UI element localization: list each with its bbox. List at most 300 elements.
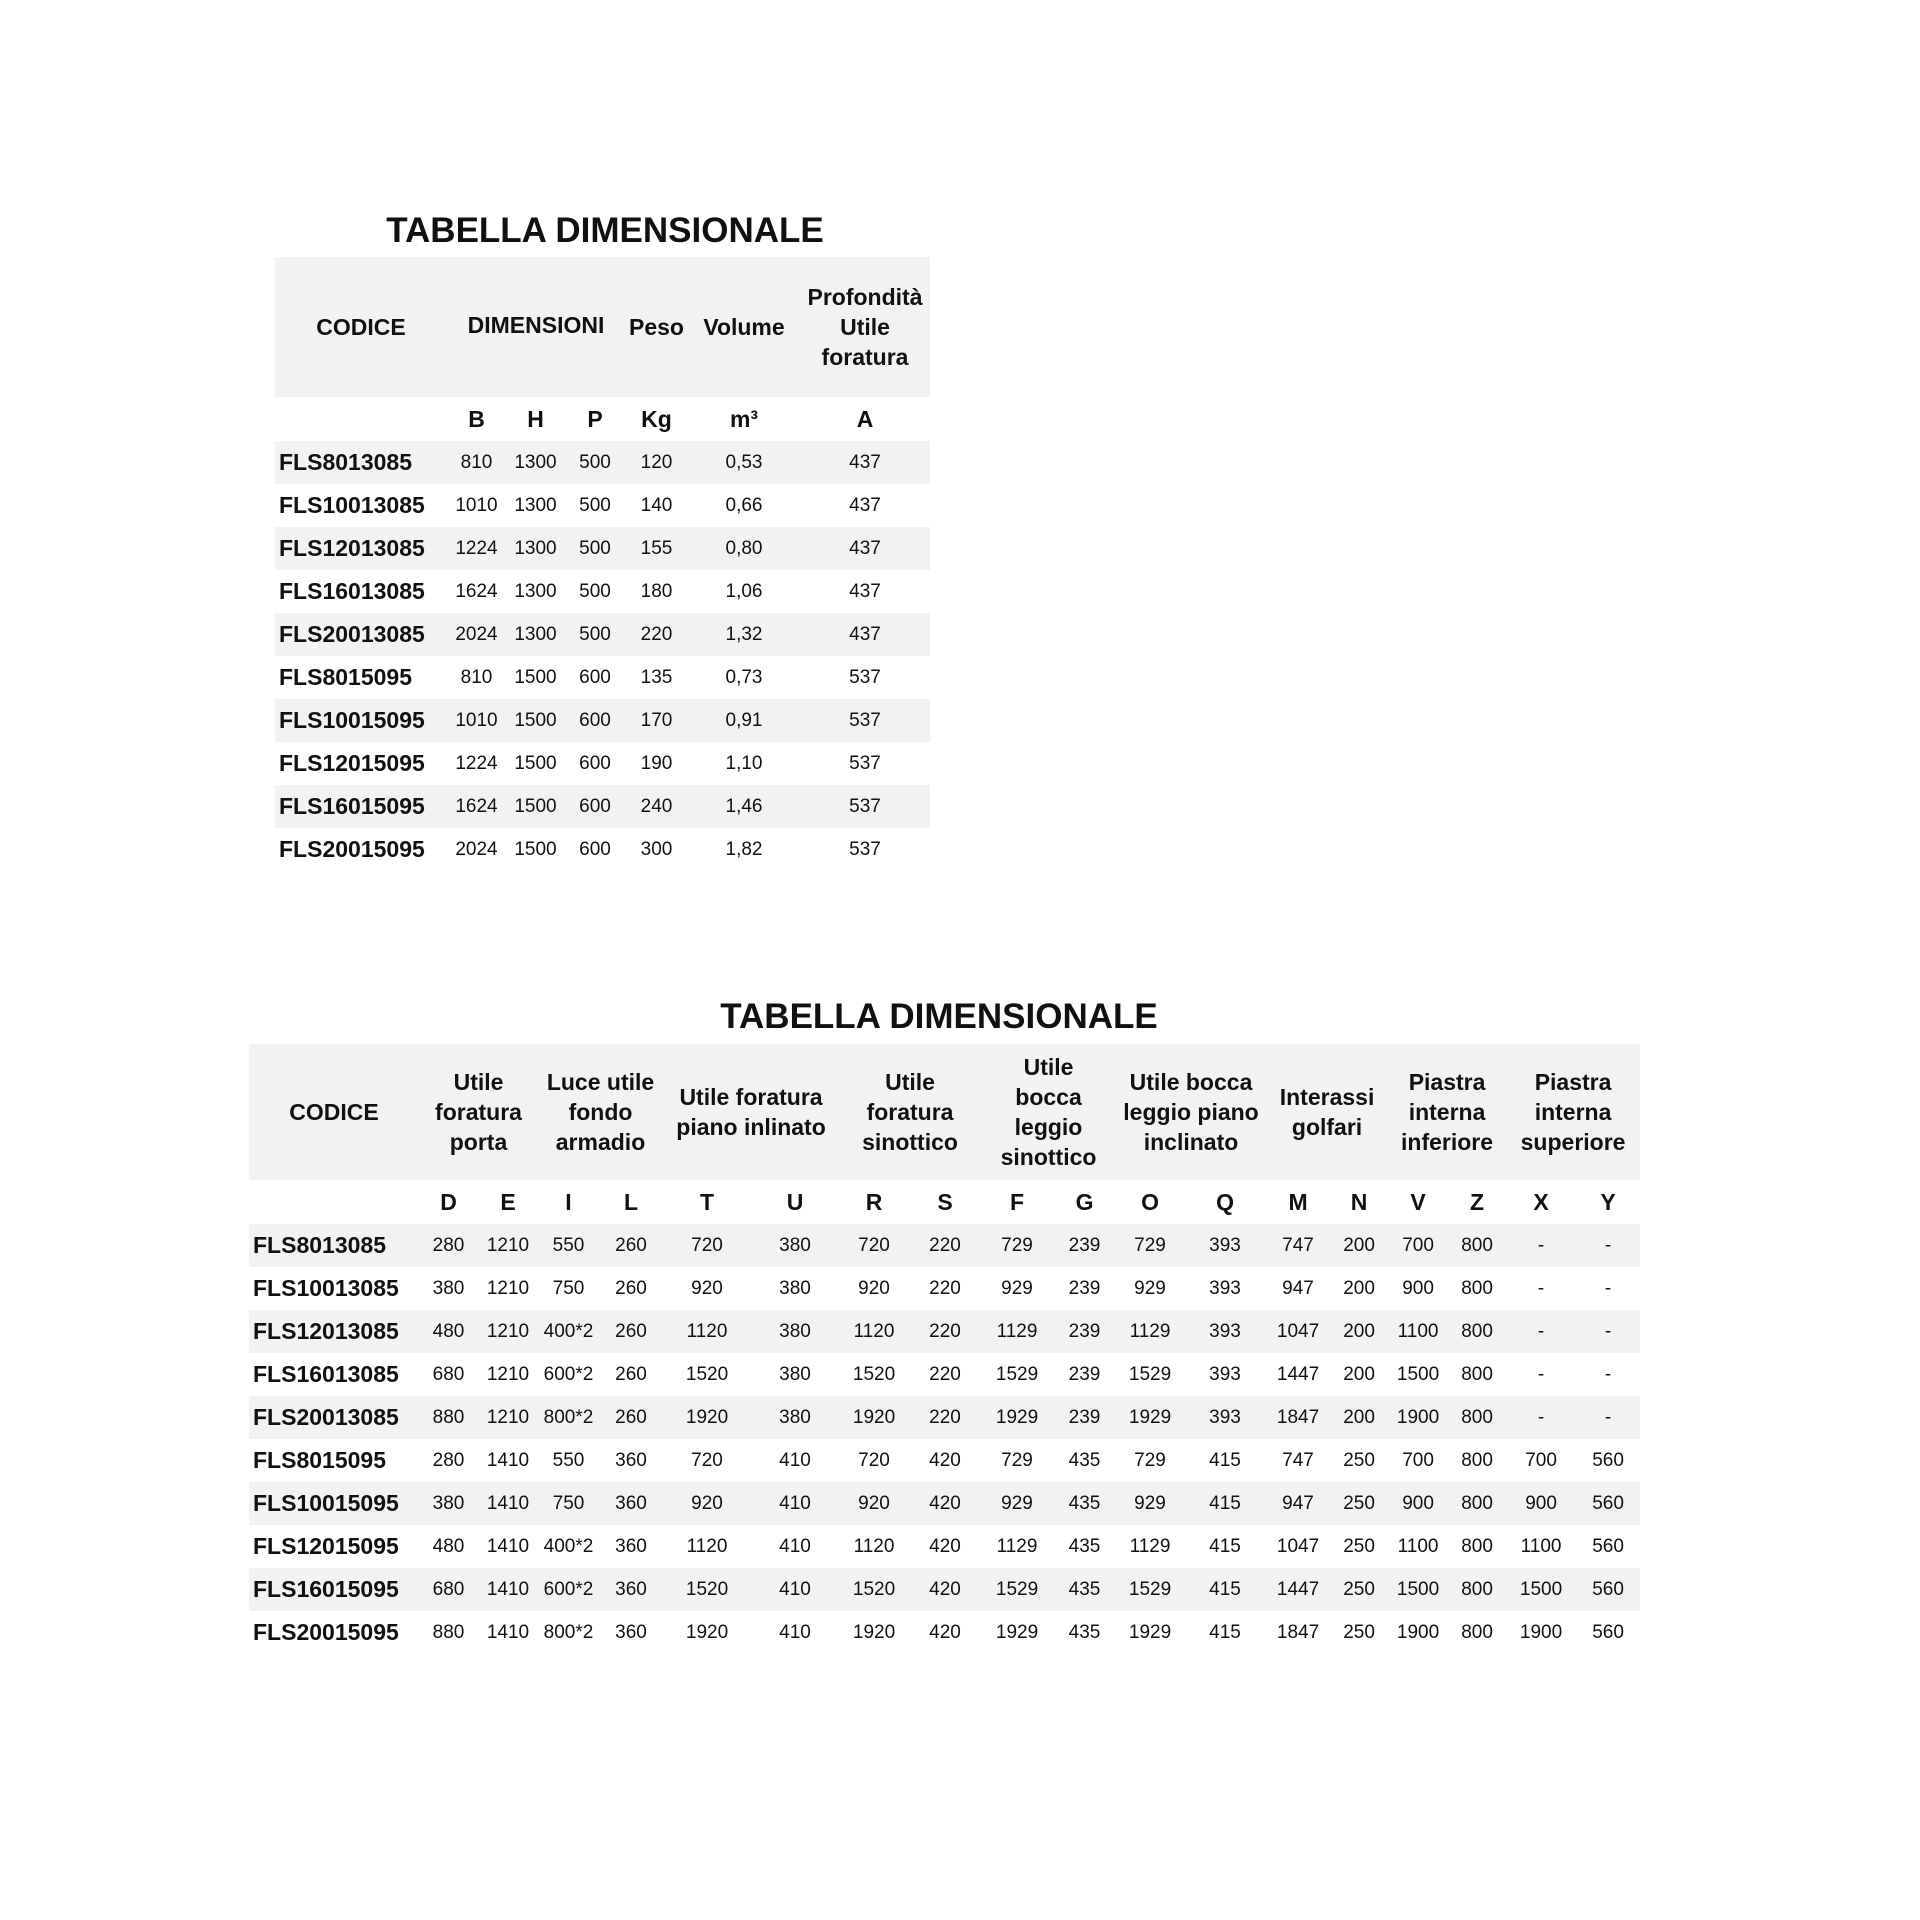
value-cell: 239 — [1053, 1224, 1116, 1267]
value-cell: 880 — [419, 1396, 478, 1439]
product-code: FLS8015095 — [249, 1439, 419, 1482]
value-cell: 929 — [981, 1482, 1053, 1525]
table-row — [249, 1310, 1640, 1353]
value-cell: 239 — [1053, 1396, 1116, 1439]
value-cell: 1520 — [663, 1568, 751, 1611]
value-cell: 1410 — [478, 1525, 538, 1568]
table-row — [249, 1224, 1640, 1267]
table-row — [249, 1396, 1640, 1439]
value-cell: - — [1506, 1224, 1576, 1267]
value-cell: 380 — [751, 1224, 839, 1267]
value-cell: 720 — [663, 1439, 751, 1482]
value-cell: 1120 — [839, 1525, 909, 1568]
value-cell: 1120 — [663, 1310, 751, 1353]
value-cell: 1520 — [839, 1568, 909, 1611]
table-row — [275, 656, 930, 699]
volume-header: Volume — [688, 257, 800, 397]
value-cell: 1920 — [839, 1611, 909, 1654]
profondita-header: Profondità Utile foratura — [800, 257, 930, 397]
value-cell: 380 — [751, 1353, 839, 1396]
value-cell: 435 — [1053, 1611, 1116, 1654]
table2-unit-row — [249, 1180, 1640, 1224]
value-cell: 393 — [1184, 1224, 1266, 1267]
value-cell: 747 — [1266, 1224, 1330, 1267]
value-cell: 190 — [625, 742, 688, 785]
value-cell: 220 — [909, 1310, 981, 1353]
value-cell: 420 — [909, 1568, 981, 1611]
value-cell: 260 — [599, 1224, 663, 1267]
codice-header: CODICE — [249, 1044, 419, 1180]
value-cell: 360 — [599, 1525, 663, 1568]
value-cell: 729 — [981, 1439, 1053, 1482]
value-cell: 415 — [1184, 1439, 1266, 1482]
value-cell: 0,66 — [688, 484, 800, 527]
value-cell: 1010 — [447, 484, 506, 527]
product-code: FLS10013085 — [275, 484, 447, 527]
product-code: FLS10013085 — [249, 1267, 419, 1310]
value-cell: 155 — [625, 527, 688, 570]
product-code: FLS16013085 — [249, 1353, 419, 1396]
table2-header-row — [249, 1044, 1640, 1180]
value-cell: 747 — [1266, 1439, 1330, 1482]
dimension-table-1 — [275, 257, 930, 871]
value-cell: 200 — [1330, 1267, 1388, 1310]
value-cell: 1047 — [1266, 1310, 1330, 1353]
value-cell: 393 — [1184, 1310, 1266, 1353]
value-cell: 600 — [565, 656, 625, 699]
unit-cell: N — [1330, 1180, 1388, 1224]
value-cell: 1047 — [1266, 1525, 1330, 1568]
product-code: FLS8013085 — [249, 1224, 419, 1267]
product-code: FLS20013085 — [275, 613, 447, 656]
value-cell: 800*2 — [538, 1611, 599, 1654]
unit-cell: H — [506, 397, 565, 441]
value-cell: 220 — [909, 1224, 981, 1267]
value-cell: 0,53 — [688, 441, 800, 484]
value-cell: 800 — [1448, 1568, 1506, 1611]
unit-cell: O — [1116, 1180, 1184, 1224]
value-cell: 560 — [1576, 1439, 1640, 1482]
codice-header: CODICE — [275, 257, 447, 397]
value-cell: 415 — [1184, 1525, 1266, 1568]
unit-cell: Kg — [625, 397, 688, 441]
value-cell: 600 — [565, 699, 625, 742]
value-cell: 0,80 — [688, 527, 800, 570]
table-row — [275, 441, 930, 484]
table1-header-row — [275, 257, 930, 397]
group-header: Utile bocca leggio sinottico — [981, 1044, 1116, 1180]
value-cell: 1120 — [663, 1525, 751, 1568]
value-cell: 1300 — [506, 613, 565, 656]
value-cell: - — [1576, 1396, 1640, 1439]
value-cell: 1500 — [506, 699, 565, 742]
product-code: FLS8015095 — [275, 656, 447, 699]
value-cell: 435 — [1053, 1482, 1116, 1525]
value-cell: 180 — [625, 570, 688, 613]
value-cell: 1,06 — [688, 570, 800, 613]
value-cell: 250 — [1330, 1611, 1388, 1654]
value-cell: 700 — [1506, 1439, 1576, 1482]
value-cell: 1,32 — [688, 613, 800, 656]
value-cell: 1120 — [839, 1310, 909, 1353]
unit-cell: A — [800, 397, 930, 441]
group-header: Utile bocca leggio piano inclinato — [1116, 1044, 1266, 1180]
value-cell: 1224 — [447, 527, 506, 570]
product-code: FLS16015095 — [275, 785, 447, 828]
product-code: FLS20015095 — [249, 1611, 419, 1654]
value-cell: 135 — [625, 656, 688, 699]
value-cell: 393 — [1184, 1396, 1266, 1439]
value-cell: 1520 — [663, 1353, 751, 1396]
unit-cell: F — [981, 1180, 1053, 1224]
value-cell: 1929 — [1116, 1396, 1184, 1439]
value-cell: 1447 — [1266, 1353, 1330, 1396]
product-code: FLS12013085 — [249, 1310, 419, 1353]
value-cell: - — [1576, 1224, 1640, 1267]
unit-cell: X — [1506, 1180, 1576, 1224]
value-cell: 250 — [1330, 1482, 1388, 1525]
dimension-table-2 — [249, 1044, 1640, 1654]
value-cell: 220 — [909, 1267, 981, 1310]
value-cell: 1529 — [981, 1353, 1053, 1396]
value-cell: 1447 — [1266, 1568, 1330, 1611]
value-cell: 2024 — [447, 828, 506, 871]
value-cell: 380 — [751, 1310, 839, 1353]
value-cell: 810 — [447, 656, 506, 699]
value-cell: 600 — [565, 828, 625, 871]
value-cell: 560 — [1576, 1525, 1640, 1568]
unit-cell: P — [565, 397, 625, 441]
value-cell: 420 — [909, 1611, 981, 1654]
value-cell: 480 — [419, 1525, 478, 1568]
table-row — [249, 1525, 1640, 1568]
value-cell: 437 — [800, 613, 930, 656]
value-cell: 1210 — [478, 1396, 538, 1439]
value-cell: 1129 — [1116, 1525, 1184, 1568]
value-cell: 1300 — [506, 570, 565, 613]
value-cell: 250 — [1330, 1568, 1388, 1611]
group-header: Utile foratura piano inlinato — [663, 1044, 839, 1180]
unit-cell: I — [538, 1180, 599, 1224]
value-cell: 920 — [663, 1267, 751, 1310]
value-cell: 680 — [419, 1568, 478, 1611]
table1-unit-row — [275, 397, 930, 441]
product-code: FLS20013085 — [249, 1396, 419, 1439]
value-cell: 1010 — [447, 699, 506, 742]
unit-cell: G — [1053, 1180, 1116, 1224]
unit-cell-empty — [249, 1180, 419, 1224]
value-cell: 1224 — [447, 742, 506, 785]
table-row — [275, 484, 930, 527]
value-cell: 920 — [839, 1482, 909, 1525]
value-cell: 800*2 — [538, 1396, 599, 1439]
dimensioni-header: DIMENSIONI — [447, 257, 625, 397]
product-code: FLS16013085 — [275, 570, 447, 613]
value-cell: 415 — [1184, 1611, 1266, 1654]
unit-cell-empty — [275, 397, 447, 441]
value-cell: 393 — [1184, 1267, 1266, 1310]
unit-cell: M — [1266, 1180, 1330, 1224]
value-cell: 500 — [565, 441, 625, 484]
value-cell: 220 — [909, 1396, 981, 1439]
value-cell: 560 — [1576, 1611, 1640, 1654]
value-cell: 250 — [1330, 1439, 1388, 1482]
value-cell: 1520 — [839, 1353, 909, 1396]
value-cell: 437 — [800, 484, 930, 527]
value-cell: 435 — [1053, 1525, 1116, 1568]
product-code: FLS16015095 — [249, 1568, 419, 1611]
value-cell: 220 — [625, 613, 688, 656]
value-cell: 600 — [565, 785, 625, 828]
table1-title: TABELLA DIMENSIONALE — [386, 211, 824, 250]
value-cell: 1410 — [478, 1439, 538, 1482]
value-cell: 800 — [1448, 1611, 1506, 1654]
value-cell: 415 — [1184, 1568, 1266, 1611]
value-cell: 437 — [800, 570, 930, 613]
product-code: FLS20015095 — [275, 828, 447, 871]
unit-cell: R — [839, 1180, 909, 1224]
value-cell: 200 — [1330, 1224, 1388, 1267]
value-cell: 800 — [1448, 1439, 1506, 1482]
value-cell: 1,46 — [688, 785, 800, 828]
value-cell: - — [1506, 1267, 1576, 1310]
value-cell: - — [1506, 1353, 1576, 1396]
table-row — [249, 1267, 1640, 1310]
peso-header: Peso — [625, 257, 688, 397]
value-cell: 600*2 — [538, 1568, 599, 1611]
value-cell: 1129 — [981, 1310, 1053, 1353]
value-cell: - — [1576, 1267, 1640, 1310]
value-cell: 1500 — [1506, 1568, 1576, 1611]
table2-title: TABELLA DIMENSIONALE — [720, 997, 1158, 1036]
unit-cell: S — [909, 1180, 981, 1224]
value-cell: 360 — [599, 1439, 663, 1482]
table-row — [249, 1482, 1640, 1525]
value-cell: 1210 — [478, 1224, 538, 1267]
value-cell: - — [1576, 1353, 1640, 1396]
value-cell: 700 — [1388, 1224, 1448, 1267]
value-cell: 260 — [599, 1396, 663, 1439]
product-code: FLS12015095 — [275, 742, 447, 785]
value-cell: 239 — [1053, 1267, 1116, 1310]
value-cell: 500 — [565, 527, 625, 570]
unit-cell: U — [751, 1180, 839, 1224]
value-cell: 1500 — [1388, 1568, 1448, 1611]
value-cell: 1500 — [506, 828, 565, 871]
value-cell: - — [1576, 1310, 1640, 1353]
value-cell: 1500 — [506, 656, 565, 699]
value-cell: 1624 — [447, 570, 506, 613]
value-cell: 800 — [1448, 1396, 1506, 1439]
value-cell: 1210 — [478, 1353, 538, 1396]
value-cell: 1847 — [1266, 1396, 1330, 1439]
value-cell: 550 — [538, 1224, 599, 1267]
value-cell: 1410 — [478, 1568, 538, 1611]
value-cell: 537 — [800, 699, 930, 742]
value-cell: 0,91 — [688, 699, 800, 742]
value-cell: 250 — [1330, 1525, 1388, 1568]
table-row — [249, 1568, 1640, 1611]
value-cell: 1300 — [506, 484, 565, 527]
value-cell: 1847 — [1266, 1611, 1330, 1654]
product-code: FLS8013085 — [275, 441, 447, 484]
value-cell: 920 — [663, 1482, 751, 1525]
product-code: FLS12015095 — [249, 1525, 419, 1568]
value-cell: 1529 — [981, 1568, 1053, 1611]
value-cell: 1500 — [506, 785, 565, 828]
unit-cell: E — [478, 1180, 538, 1224]
value-cell: 380 — [419, 1267, 478, 1310]
value-cell: 537 — [800, 742, 930, 785]
value-cell: 410 — [751, 1525, 839, 1568]
value-cell: 929 — [981, 1267, 1053, 1310]
value-cell: 380 — [751, 1396, 839, 1439]
value-cell: 1929 — [1116, 1611, 1184, 1654]
value-cell: 240 — [625, 785, 688, 828]
value-cell: 800 — [1448, 1310, 1506, 1353]
value-cell: 435 — [1053, 1568, 1116, 1611]
value-cell: 600 — [565, 742, 625, 785]
value-cell: 1,82 — [688, 828, 800, 871]
value-cell: 260 — [599, 1353, 663, 1396]
group-header: Interassi golfari — [1266, 1044, 1388, 1180]
value-cell: 900 — [1388, 1267, 1448, 1310]
unit-cell: D — [419, 1180, 478, 1224]
product-code: FLS12013085 — [275, 527, 447, 570]
unit-cell: Q — [1184, 1180, 1266, 1224]
value-cell: 550 — [538, 1439, 599, 1482]
value-cell: 1900 — [1388, 1611, 1448, 1654]
table-row — [249, 1439, 1640, 1482]
group-header: Utile foratura porta — [419, 1044, 538, 1180]
value-cell: 880 — [419, 1611, 478, 1654]
value-cell: 415 — [1184, 1482, 1266, 1525]
value-cell: 420 — [909, 1439, 981, 1482]
value-cell: 435 — [1053, 1439, 1116, 1482]
group-header: Piastra interna inferiore — [1388, 1044, 1506, 1180]
value-cell: 393 — [1184, 1353, 1266, 1396]
unit-cell: m³ — [688, 397, 800, 441]
value-cell: 120 — [625, 441, 688, 484]
value-cell: 600*2 — [538, 1353, 599, 1396]
value-cell: 680 — [419, 1353, 478, 1396]
value-cell: 947 — [1266, 1482, 1330, 1525]
value-cell: 1210 — [478, 1310, 538, 1353]
value-cell: 900 — [1388, 1482, 1448, 1525]
group-header: Luce utile fondo armadio — [538, 1044, 663, 1180]
value-cell: 0,73 — [688, 656, 800, 699]
value-cell: 1129 — [1116, 1310, 1184, 1353]
value-cell: 1210 — [478, 1267, 538, 1310]
value-cell: 947 — [1266, 1267, 1330, 1310]
value-cell: 537 — [800, 656, 930, 699]
product-code: FLS10015095 — [275, 699, 447, 742]
value-cell: 1900 — [1506, 1611, 1576, 1654]
value-cell: 810 — [447, 441, 506, 484]
value-cell: 560 — [1576, 1568, 1640, 1611]
value-cell: 280 — [419, 1224, 478, 1267]
value-cell: 420 — [909, 1482, 981, 1525]
value-cell: 500 — [565, 484, 625, 527]
value-cell: - — [1506, 1310, 1576, 1353]
value-cell: 1410 — [478, 1611, 538, 1654]
value-cell: 1500 — [1388, 1353, 1448, 1396]
value-cell: 300 — [625, 828, 688, 871]
value-cell: 1529 — [1116, 1353, 1184, 1396]
value-cell: 400*2 — [538, 1310, 599, 1353]
unit-cell: B — [447, 397, 506, 441]
table-row — [275, 613, 930, 656]
value-cell: 929 — [1116, 1267, 1184, 1310]
value-cell: 200 — [1330, 1353, 1388, 1396]
value-cell: 500 — [565, 613, 625, 656]
value-cell: 360 — [599, 1611, 663, 1654]
table-row — [275, 570, 930, 613]
value-cell: 720 — [839, 1439, 909, 1482]
value-cell: 1920 — [663, 1611, 751, 1654]
table-row — [249, 1611, 1640, 1654]
value-cell: 720 — [663, 1224, 751, 1267]
value-cell: 220 — [909, 1353, 981, 1396]
group-header: Utile foratura sinottico — [839, 1044, 981, 1180]
value-cell: 537 — [800, 828, 930, 871]
value-cell: 410 — [751, 1611, 839, 1654]
table-row — [275, 742, 930, 785]
value-cell: 239 — [1053, 1310, 1116, 1353]
value-cell: 2024 — [447, 613, 506, 656]
value-cell: 437 — [800, 527, 930, 570]
unit-cell: Y — [1576, 1180, 1640, 1224]
value-cell: 1100 — [1388, 1525, 1448, 1568]
value-cell: 500 — [565, 570, 625, 613]
value-cell: 1410 — [478, 1482, 538, 1525]
value-cell: 140 — [625, 484, 688, 527]
value-cell: 800 — [1448, 1353, 1506, 1396]
value-cell: 1300 — [506, 527, 565, 570]
value-cell: 200 — [1330, 1396, 1388, 1439]
group-header: Piastra interna superiore — [1506, 1044, 1640, 1180]
value-cell: 1300 — [506, 441, 565, 484]
value-cell: 260 — [599, 1310, 663, 1353]
value-cell: 1920 — [839, 1396, 909, 1439]
value-cell: 480 — [419, 1310, 478, 1353]
value-cell: 800 — [1448, 1267, 1506, 1310]
value-cell: 1,10 — [688, 742, 800, 785]
value-cell: 420 — [909, 1525, 981, 1568]
value-cell: 800 — [1448, 1482, 1506, 1525]
value-cell: 410 — [751, 1439, 839, 1482]
value-cell: 380 — [419, 1482, 478, 1525]
value-cell: 800 — [1448, 1525, 1506, 1568]
table-row — [275, 699, 930, 742]
table-row — [249, 1353, 1640, 1396]
unit-cell: V — [1388, 1180, 1448, 1224]
value-cell: 1500 — [506, 742, 565, 785]
value-cell: 239 — [1053, 1353, 1116, 1396]
value-cell: 1100 — [1388, 1310, 1448, 1353]
value-cell: 437 — [800, 441, 930, 484]
unit-cell: T — [663, 1180, 751, 1224]
value-cell: 729 — [1116, 1224, 1184, 1267]
value-cell: 929 — [1116, 1482, 1184, 1525]
value-cell: 1920 — [663, 1396, 751, 1439]
value-cell: 360 — [599, 1482, 663, 1525]
value-cell: 410 — [751, 1482, 839, 1525]
value-cell: 260 — [599, 1267, 663, 1310]
unit-cell: L — [599, 1180, 663, 1224]
value-cell: 1900 — [1388, 1396, 1448, 1439]
value-cell: 560 — [1576, 1482, 1640, 1525]
